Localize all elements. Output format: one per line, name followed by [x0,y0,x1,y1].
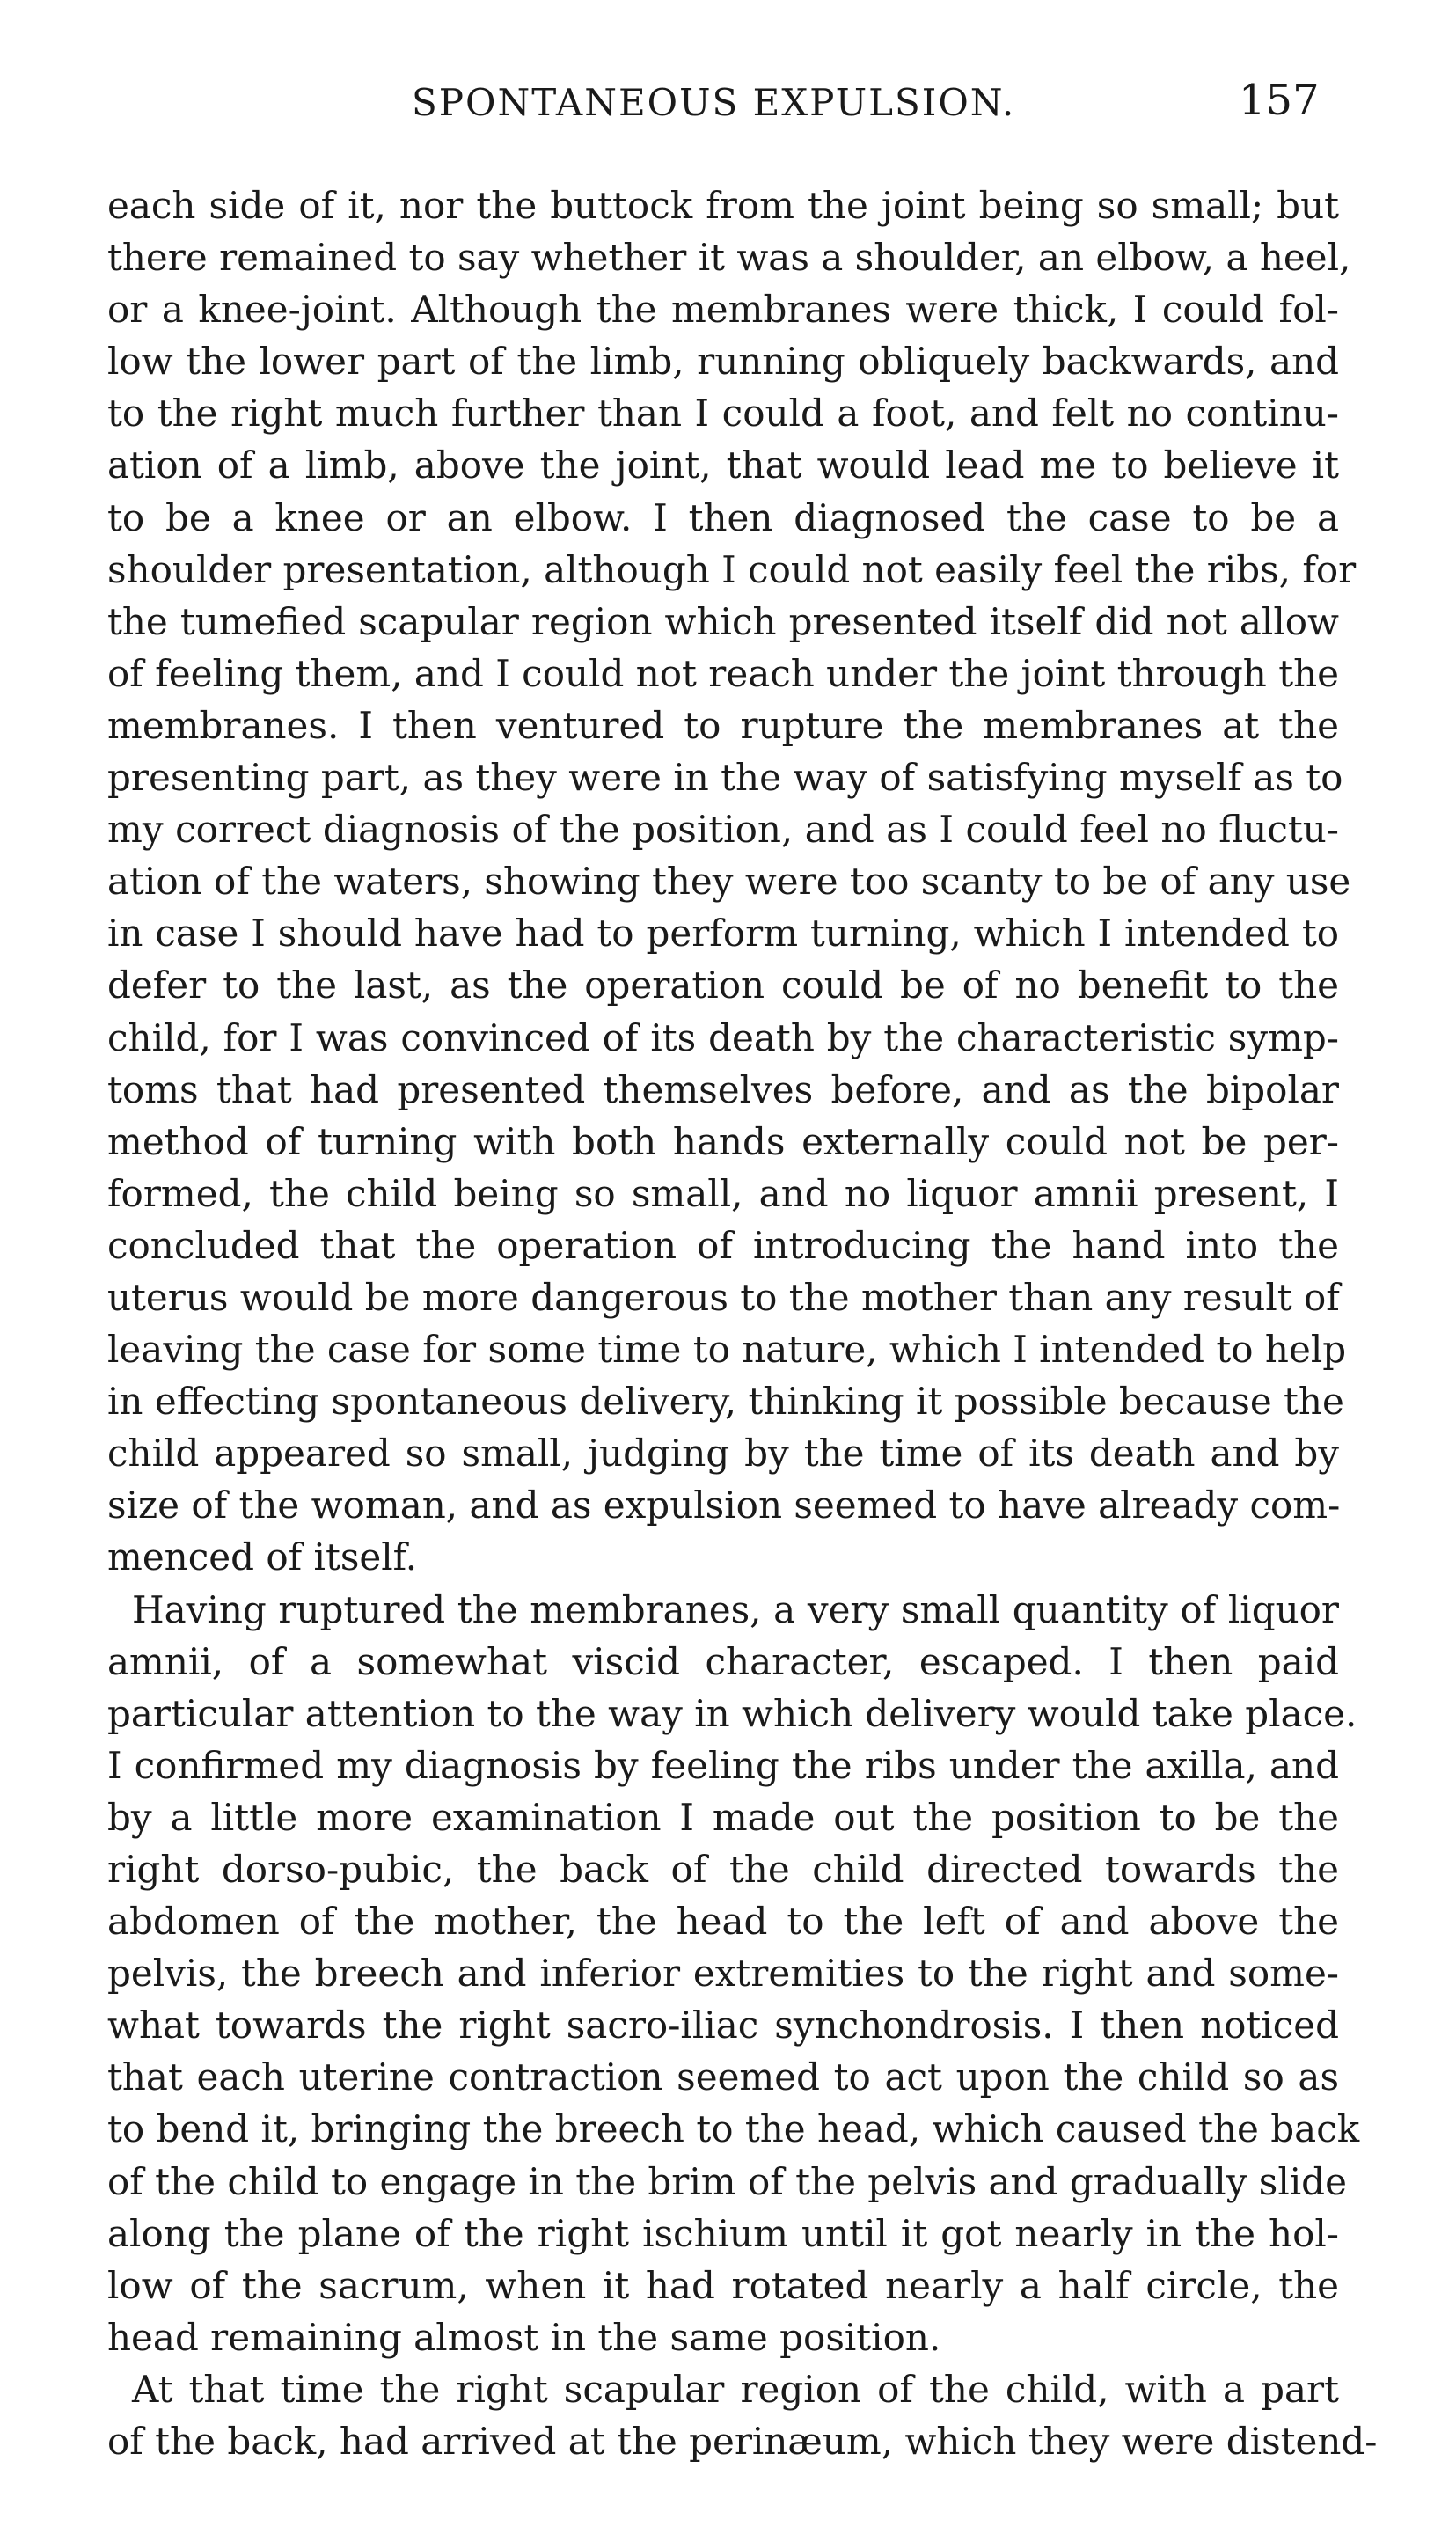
text-line: Having ruptured the membranes, a very small quantity of liquor [132,1587,1339,1631]
text-line: to the right much further than I could a foot, and felt no continu- [107,392,1339,436]
text-line: child, for I was convinced of its death by the characteristic symp- [107,1015,1339,1059]
paragraph [107,1584,1360,2363]
text-line: membranes. I then ventured to rupture the membranes at the [107,703,1339,747]
text-line: of the child to engage in the brim of the pelvis and gradually slide [107,2159,1347,2203]
text-line: pelvis, the breech and inferior extremities to the right and some- [107,1952,1339,1996]
body-text [107,179,1378,2467]
text-line: right dorso-pubic, the back of the child directed towards the [107,1848,1339,1891]
text-line: to bend it, bringing the breech to the head, which caused the back [107,2107,1360,2151]
text-line: particular attention to the way in which delivery would take place. [107,1691,1357,1735]
paragraph [107,179,1357,1584]
text-line: concluded that the operation of introducing the hand into the [107,1223,1339,1267]
text-line: uterus would be more dangerous to the mother than any result of [107,1275,1340,1319]
running-head: SPONTANEOUS EXPULSION. [412,81,1016,124]
text-line: formed, the child being so small, and no liquor amnii present, I [107,1171,1339,1215]
text-line: method of turning with both hands externally could not be per- [107,1119,1339,1163]
text-line: ation of a limb, above the joint, that would lead me to believe it [107,443,1339,487]
text-line: my correct diagnosis of the position, and as I could feel no fluctu- [107,808,1339,852]
text-line: the tumefied scapular region which presented itself did not allow [107,599,1339,643]
paragraph [107,2363,1378,2467]
text-line: in effecting spontaneous delivery, thinking it possible because the [107,1380,1344,1424]
text-line: size of the woman, and as expulsion seemed to have already com- [107,1483,1341,1527]
text-line: each side of it, nor the buttock from the joint being so small; but [107,184,1339,227]
text-line: shoulder presentation, although I could not easily feel the ribs, for [107,547,1357,591]
text-line: child appeared so small, judging by the time of its death and by [107,1432,1339,1476]
text-line: by a little more examination I made out the position to be the [107,1795,1339,1839]
page-number: 157 [1239,76,1320,125]
text-line: amnii, of a somewhat viscid character, escaped. I then paid [107,1639,1339,1683]
text-line: what towards the right sacro-iliac synchondrosis. I then noticed [107,2004,1339,2048]
text-line: head remaining almost in the same position. [107,2315,941,2359]
text-line: low the lower part of the limb, running obliquely backwards, and [107,340,1339,384]
text-line: menced of itself. [107,1535,418,1579]
text-line: abdomen of the mother, the head to the left of and above the [107,1900,1339,1944]
text-line: I confirmed my diagnosis by feeling the ribs under the axilla, and [107,1743,1339,1787]
text-line: toms that had presented themselves before, and as the bipolar [107,1067,1339,1111]
text-line: ation of the waters, showing they were too scanty to be of any use [107,860,1351,904]
text-line: defer to the last, as the operation could be of no benefit to the [107,963,1339,1007]
text-line: or a knee-joint. Although the membranes were thick, I could fol- [107,288,1339,332]
text-line: along the plane of the right ischium until it got nearly in the hol- [107,2211,1339,2255]
text-line: that each uterine contraction seemed to act upon the child so as [107,2055,1339,2099]
text-line: of feeling them, and I could not reach under the joint through the [107,651,1339,695]
text-line: there remained to say whether it was a shoulder, an elbow, a heel, [107,236,1351,280]
text-line: leaving the case for some time to nature, which I intended to help [107,1328,1347,1372]
text-line: presenting part, as they were in the way of satisfying myself as to [107,756,1343,800]
text-line: of the back, had arrived at the perinæum, which they were distend- [107,2420,1378,2464]
text-line: low of the sacrum, when it had rotated nearly a half circle, the [107,2263,1339,2307]
text-line: to be a knee or an elbow. I then diagnosed the case to be a [107,495,1339,539]
text-line: At that time the right scapular region of the child, with a part [132,2367,1339,2411]
text-line: in case I should have had to perform turning, which I intended to [107,912,1339,956]
